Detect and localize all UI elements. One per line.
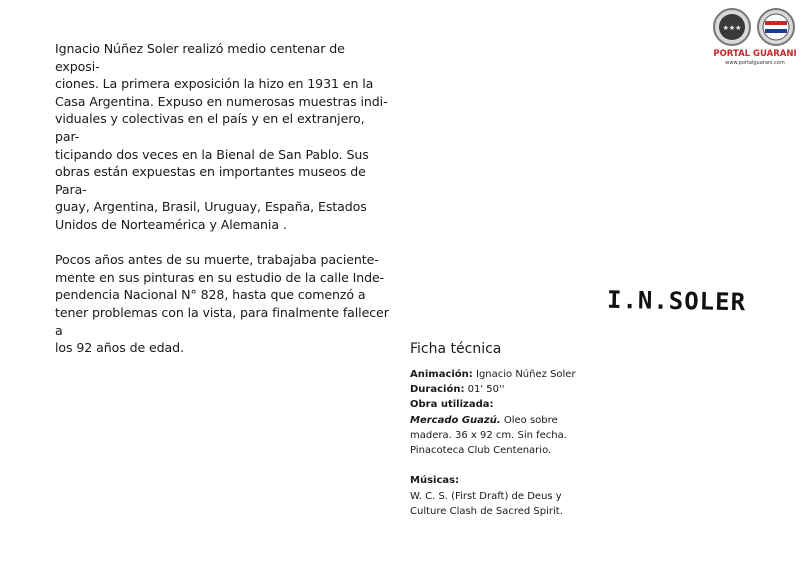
paragraph-gap	[55, 234, 390, 252]
obra-details: Oleo sobre	[500, 414, 558, 426]
text-line: tener problemas con la vista, para finalmente fallecer a	[55, 304, 389, 338]
ficha-tecnica-details	[410, 367, 610, 519]
artist-signature	[605, 282, 745, 320]
text-line: ciones. La primera exposición la hizo en 1931 en la	[55, 76, 374, 92]
animacion-label: Animación:	[410, 369, 473, 380]
ficha-tecnica-heading: Ficha técnica	[410, 341, 502, 357]
portal-guarani-seal-icon	[712, 5, 798, 67]
text-line: Unidos de Norteamérica y Alemania .	[55, 216, 287, 232]
text-line: Casa Argentina. Expuso en numerosas muestras indi-	[55, 93, 388, 109]
obra-title: Mercado Guazú.	[410, 414, 501, 426]
text-line: guay, Argentina, Brasil, Uruguay, España, Estados	[55, 199, 367, 215]
duracion-value: 01' 50''	[464, 384, 505, 396]
ficha-gap	[410, 458, 610, 473]
svg-text:★★★: ★★★	[722, 24, 742, 32]
musicas-label: Músicas:	[410, 475, 460, 487]
text-line: mente en sus pinturas en su estudio de la calle Inde-	[55, 269, 385, 285]
obra-line-3: Pinacoteca Club Centenario.	[410, 445, 552, 457]
duracion-label: Duración:	[410, 384, 465, 396]
text-line: viduales y colectivas en el país y en el extranjero, par-	[55, 111, 365, 144]
text-line: obras están expuestas en importantes museos de Para-	[55, 164, 366, 197]
duracion-row	[410, 382, 610, 397]
obra-row	[410, 413, 610, 428]
animacion-row	[410, 367, 610, 382]
obra-line-2: madera. 36 x 92 cm. Sin fecha.	[410, 429, 567, 441]
musicas-line-2: Culture Clash de Sacred Spirit.	[410, 505, 563, 517]
text-line: pendencia Nacional N° 828, hasta que comenzó a	[55, 287, 366, 303]
musicas-line-1: W. C. S. (First Draft) de Deus y	[410, 490, 562, 502]
logo-text: PORTAL GUARANI	[713, 49, 797, 59]
animacion-value: Ignacio Núñez Soler	[472, 369, 576, 380]
signature-text: I.N.SOLER	[606, 285, 745, 317]
biography-text	[55, 40, 390, 357]
logo-url: www.portalguarani.com	[725, 60, 785, 66]
text-line: Ignacio Núñez Soler realizó medio centenar de exposi-	[55, 41, 345, 74]
text-line: Pocos años antes de su muerte, trabajaba paciente-	[55, 252, 379, 268]
text-line: los 92 años de edad.	[55, 340, 184, 356]
text-line: ticipando dos veces en la Bienal de San Pablo. Sus	[55, 146, 369, 162]
obra-label: Obra utilizada:	[410, 399, 494, 411]
portal-guarani-logo	[712, 5, 798, 67]
signature-graphic	[605, 282, 745, 320]
